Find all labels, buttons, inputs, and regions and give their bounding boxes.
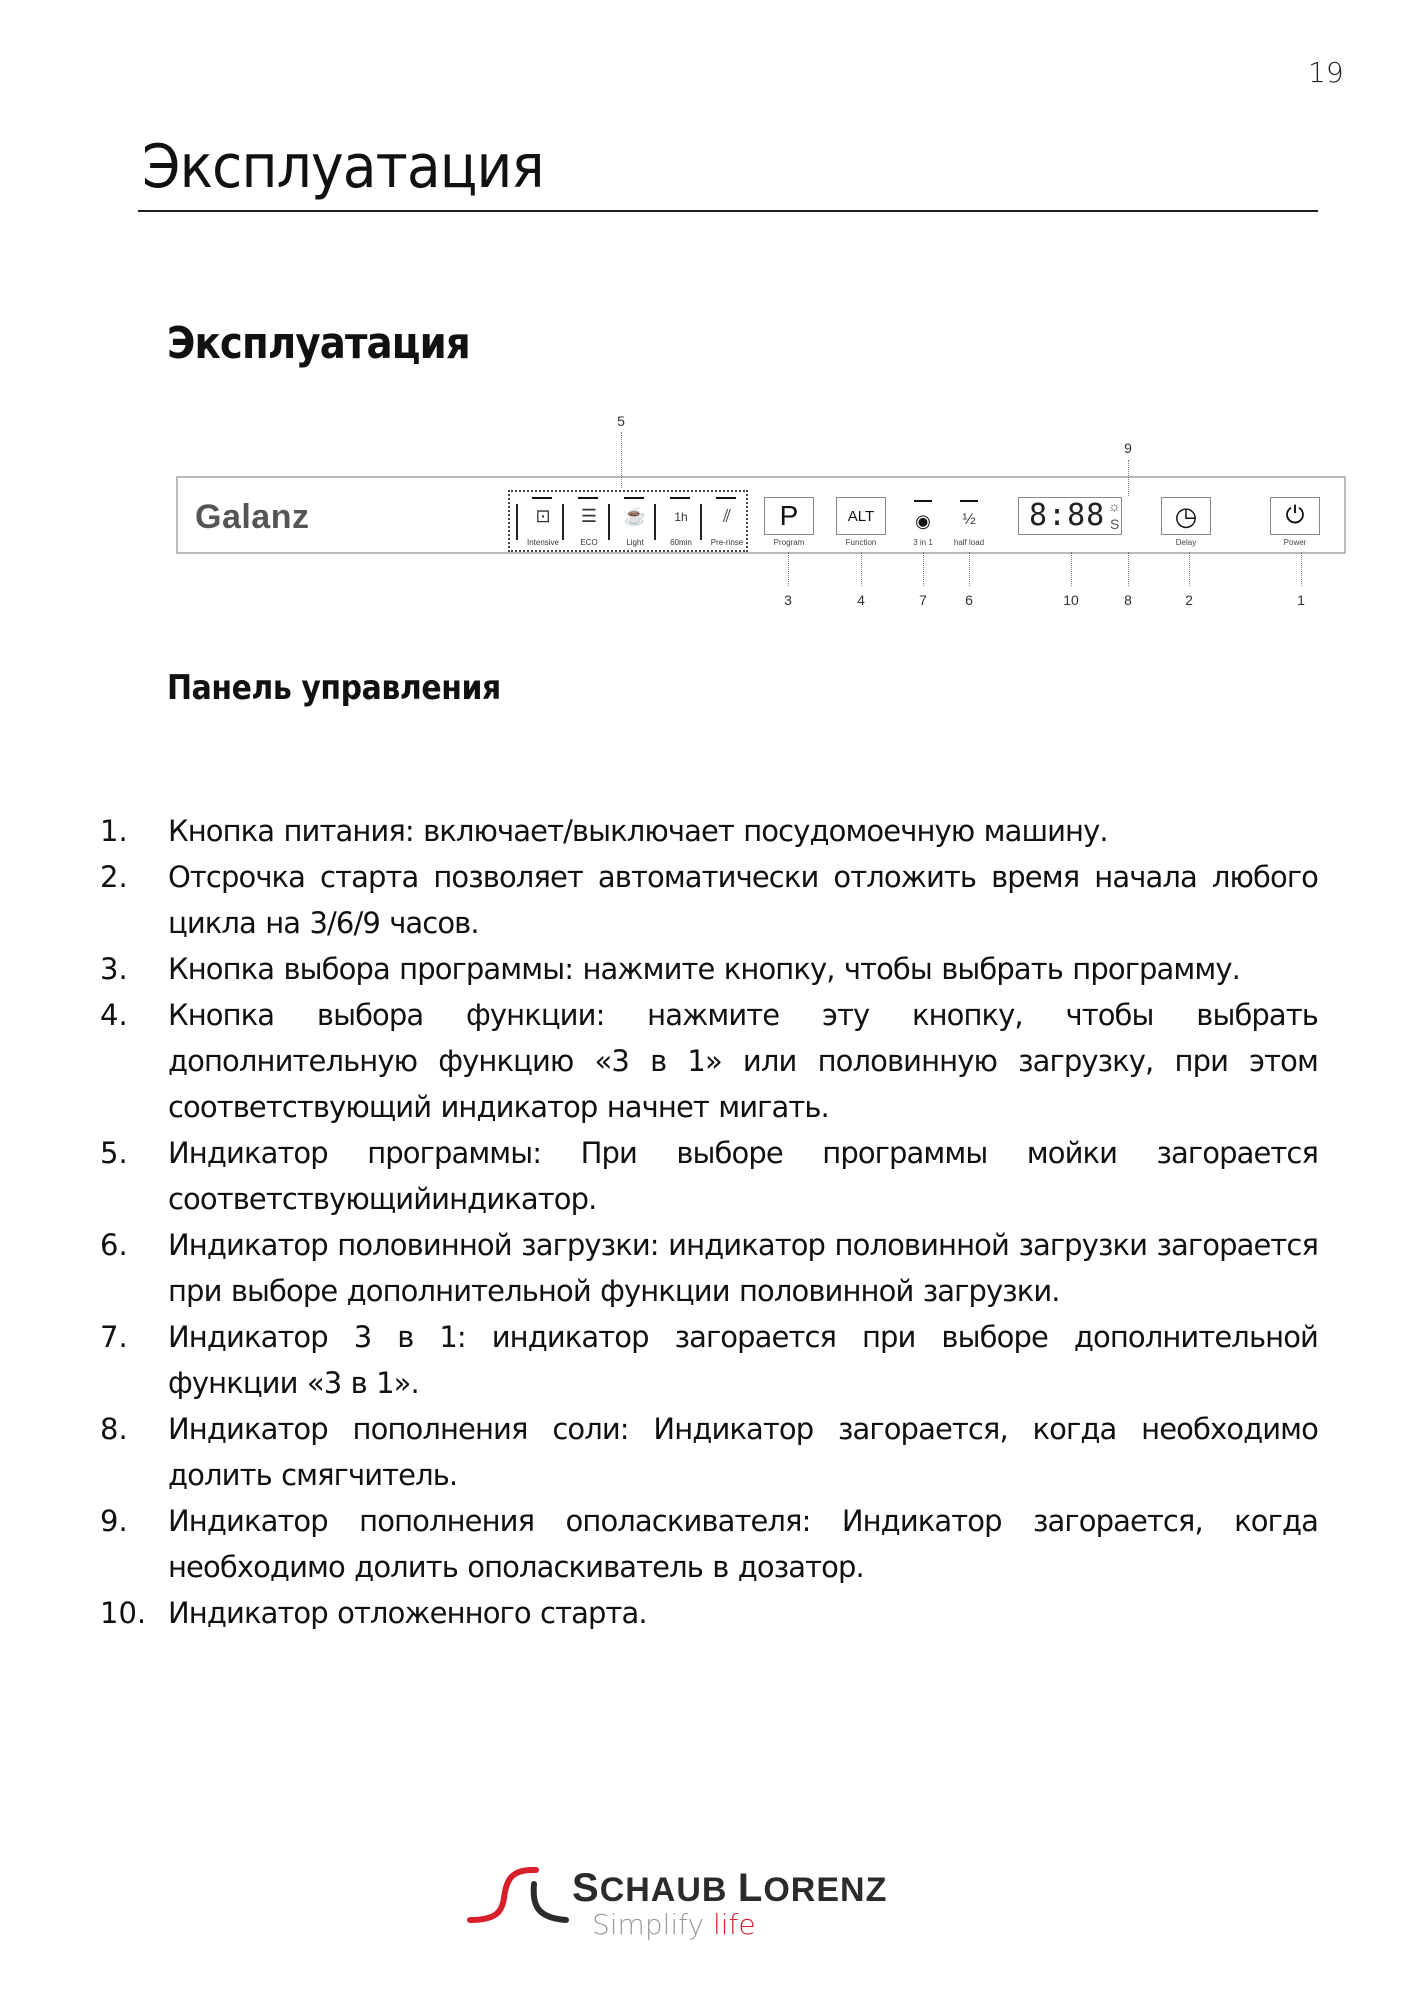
callout-line xyxy=(1189,552,1190,586)
list-text: Кнопка выбора программы: нажмите кнопку, чтобы выбрать программу. xyxy=(168,952,1240,986)
list-number: 6. xyxy=(100,1228,128,1262)
indicator-light xyxy=(624,497,644,499)
callout-line xyxy=(861,552,862,586)
digital-display xyxy=(1018,497,1122,535)
chapter-title: Эксплуатация xyxy=(142,132,544,202)
schaub-lorenz-logo xyxy=(466,1862,906,1946)
callout-5: 5 xyxy=(617,413,625,429)
program-label: Light xyxy=(626,538,644,547)
callout-line xyxy=(788,552,789,586)
list-number: 10. xyxy=(100,1596,147,1630)
program-button-label: Program xyxy=(773,538,805,547)
callout-line xyxy=(923,552,924,586)
list-item xyxy=(100,946,1318,992)
tagline-life: life xyxy=(713,1908,756,1941)
list-item xyxy=(100,1222,1318,1314)
callout-4: 4 xyxy=(857,592,865,608)
list-number: 3. xyxy=(100,952,128,986)
indicator-light xyxy=(578,497,598,499)
program-label: ECO xyxy=(580,538,598,547)
program-indicator-intensive xyxy=(520,492,566,552)
stacked-plates-icon: ☰ xyxy=(580,506,598,526)
program-indicator-light xyxy=(612,492,658,552)
power-button-label: Power xyxy=(1283,538,1307,547)
rinse-aid-icon: ☼ xyxy=(1108,498,1121,514)
list-text: Индикатор пополнения ополаскивателя: Индикатор загорается, когда необходимо долить ополаскиватель в дозатор. xyxy=(168,1504,1318,1584)
list-text: Кнопка питания: включает/выключает посудомоечную машину. xyxy=(168,814,1108,848)
function-button-label: Function xyxy=(845,538,877,547)
list-text: Индикатор отложенного старта. xyxy=(168,1596,647,1630)
display-value: 8:88 xyxy=(1029,498,1106,533)
list-item xyxy=(100,1406,1318,1498)
indicator-half-load-label: half load xyxy=(953,538,985,547)
list-text: Индикатор 3 в 1: индикатор загорается при выборе дополнительной функции «3 в 1». xyxy=(168,1320,1318,1400)
list-number: 1. xyxy=(100,814,128,848)
callout-1: 1 xyxy=(1297,592,1305,608)
separator xyxy=(608,504,610,540)
separator xyxy=(562,504,564,540)
brand-logo-galanz: Galanz xyxy=(195,498,310,536)
program-indicator-group xyxy=(508,490,748,552)
callout-9: 9 xyxy=(1124,440,1132,456)
program-label: 60min xyxy=(670,538,692,547)
program-label: Pre-rinse xyxy=(710,538,744,547)
callout-line xyxy=(1128,552,1129,586)
callout-10: 10 xyxy=(1063,592,1079,608)
callout-8: 8 xyxy=(1124,592,1132,608)
separator xyxy=(700,504,702,540)
list-item xyxy=(100,1130,1318,1222)
list-item xyxy=(100,1314,1318,1406)
callout-2: 2 xyxy=(1185,592,1193,608)
list-text: Кнопка выбора функции: нажмите эту кнопку, чтобы выбрать дополнительную функцию «3 в 1» или половинную загрузку, при этом соответствующий индикатор начнет мигать. xyxy=(168,998,1318,1124)
indicator-light xyxy=(670,497,690,499)
delay-button-label: Delay xyxy=(1175,538,1197,547)
list-number: 9. xyxy=(100,1504,128,1538)
list-text: Индикатор программы: При выборе программы мойки загорается соответствующийиндикатор. xyxy=(168,1136,1318,1216)
clock-icon: ◷ xyxy=(1174,500,1198,531)
power-icon: ⏻ xyxy=(1285,502,1305,529)
separator xyxy=(654,504,656,540)
program-indicator-eco xyxy=(566,492,612,552)
list-text: Отсрочка старта позволяет автоматически отложить время начала любого цикла на 3/6/9 часов. xyxy=(168,860,1318,940)
list-number: 4. xyxy=(100,998,128,1032)
program-indicator-60min xyxy=(658,492,704,552)
callout-line xyxy=(1301,552,1302,586)
indicator-3in1-label: 3 in 1 xyxy=(913,538,933,547)
half-load-icon: ½ xyxy=(962,511,976,528)
brand-initial-l: L xyxy=(737,1866,764,1910)
indicator-3in1-light xyxy=(914,500,932,502)
page-number: 19 xyxy=(1308,56,1344,89)
power-button[interactable] xyxy=(1270,497,1320,535)
control-description-list xyxy=(100,808,1318,1636)
section-title: Эксплуатация xyxy=(167,318,470,369)
callout-7: 7 xyxy=(919,592,927,608)
cup-icon: ☕ xyxy=(623,506,647,526)
alt-icon: ALT xyxy=(847,507,875,525)
indicator-light xyxy=(532,497,552,499)
list-item xyxy=(100,1498,1318,1590)
callout-line xyxy=(969,552,970,586)
brand-tagline xyxy=(592,1908,756,1941)
callout-3: 3 xyxy=(784,592,792,608)
pot-icon: ⊡ xyxy=(535,506,551,526)
pre-rinse-icon: ⫽ xyxy=(722,506,732,526)
callout-line xyxy=(621,432,622,488)
program-indicator-pre-rinse xyxy=(704,492,750,552)
indicator-half-load-light xyxy=(960,500,978,502)
list-item xyxy=(100,854,1318,946)
callout-line xyxy=(1128,460,1129,496)
list-text: Индикатор пополнения соли: Индикатор загорается, когда необходимо долить смягчитель. xyxy=(168,1412,1318,1492)
salt-icon: S xyxy=(1110,516,1120,532)
callout-6: 6 xyxy=(965,592,973,608)
brand-word-schaub: CHAUB xyxy=(599,1871,728,1909)
tagline-simplify: Simplify xyxy=(592,1908,713,1941)
tablet-icon: ◉ xyxy=(915,511,931,531)
indicator-light xyxy=(716,497,736,499)
list-text: Индикатор половинной загрузки: индикатор половинной загрузки загорается при выборе дополнительной функции половинной загрузки. xyxy=(168,1228,1318,1308)
list-number: 7. xyxy=(100,1320,128,1354)
list-number: 8. xyxy=(100,1412,128,1446)
function-button[interactable] xyxy=(836,497,886,535)
program-label: Intensive xyxy=(526,538,560,547)
list-item xyxy=(100,1590,1318,1636)
program-p-icon: P xyxy=(779,500,799,531)
sl-swoosh-icon xyxy=(466,1862,570,1932)
brand-initial-s: S xyxy=(572,1866,600,1910)
delay-button[interactable] xyxy=(1161,497,1211,535)
callout-line xyxy=(1071,552,1072,586)
list-number: 2. xyxy=(100,860,128,894)
list-item xyxy=(100,992,1318,1130)
subsection-title: Панель управления xyxy=(167,668,501,708)
title-divider xyxy=(138,210,1318,212)
brand-name xyxy=(572,1866,887,1911)
brand-word-lorenz: ORENZ xyxy=(763,1871,888,1909)
separator xyxy=(516,504,518,540)
program-button[interactable] xyxy=(764,497,814,535)
one-hour-icon: 1h xyxy=(674,510,688,524)
list-item xyxy=(100,808,1318,854)
list-number: 5. xyxy=(100,1136,128,1170)
